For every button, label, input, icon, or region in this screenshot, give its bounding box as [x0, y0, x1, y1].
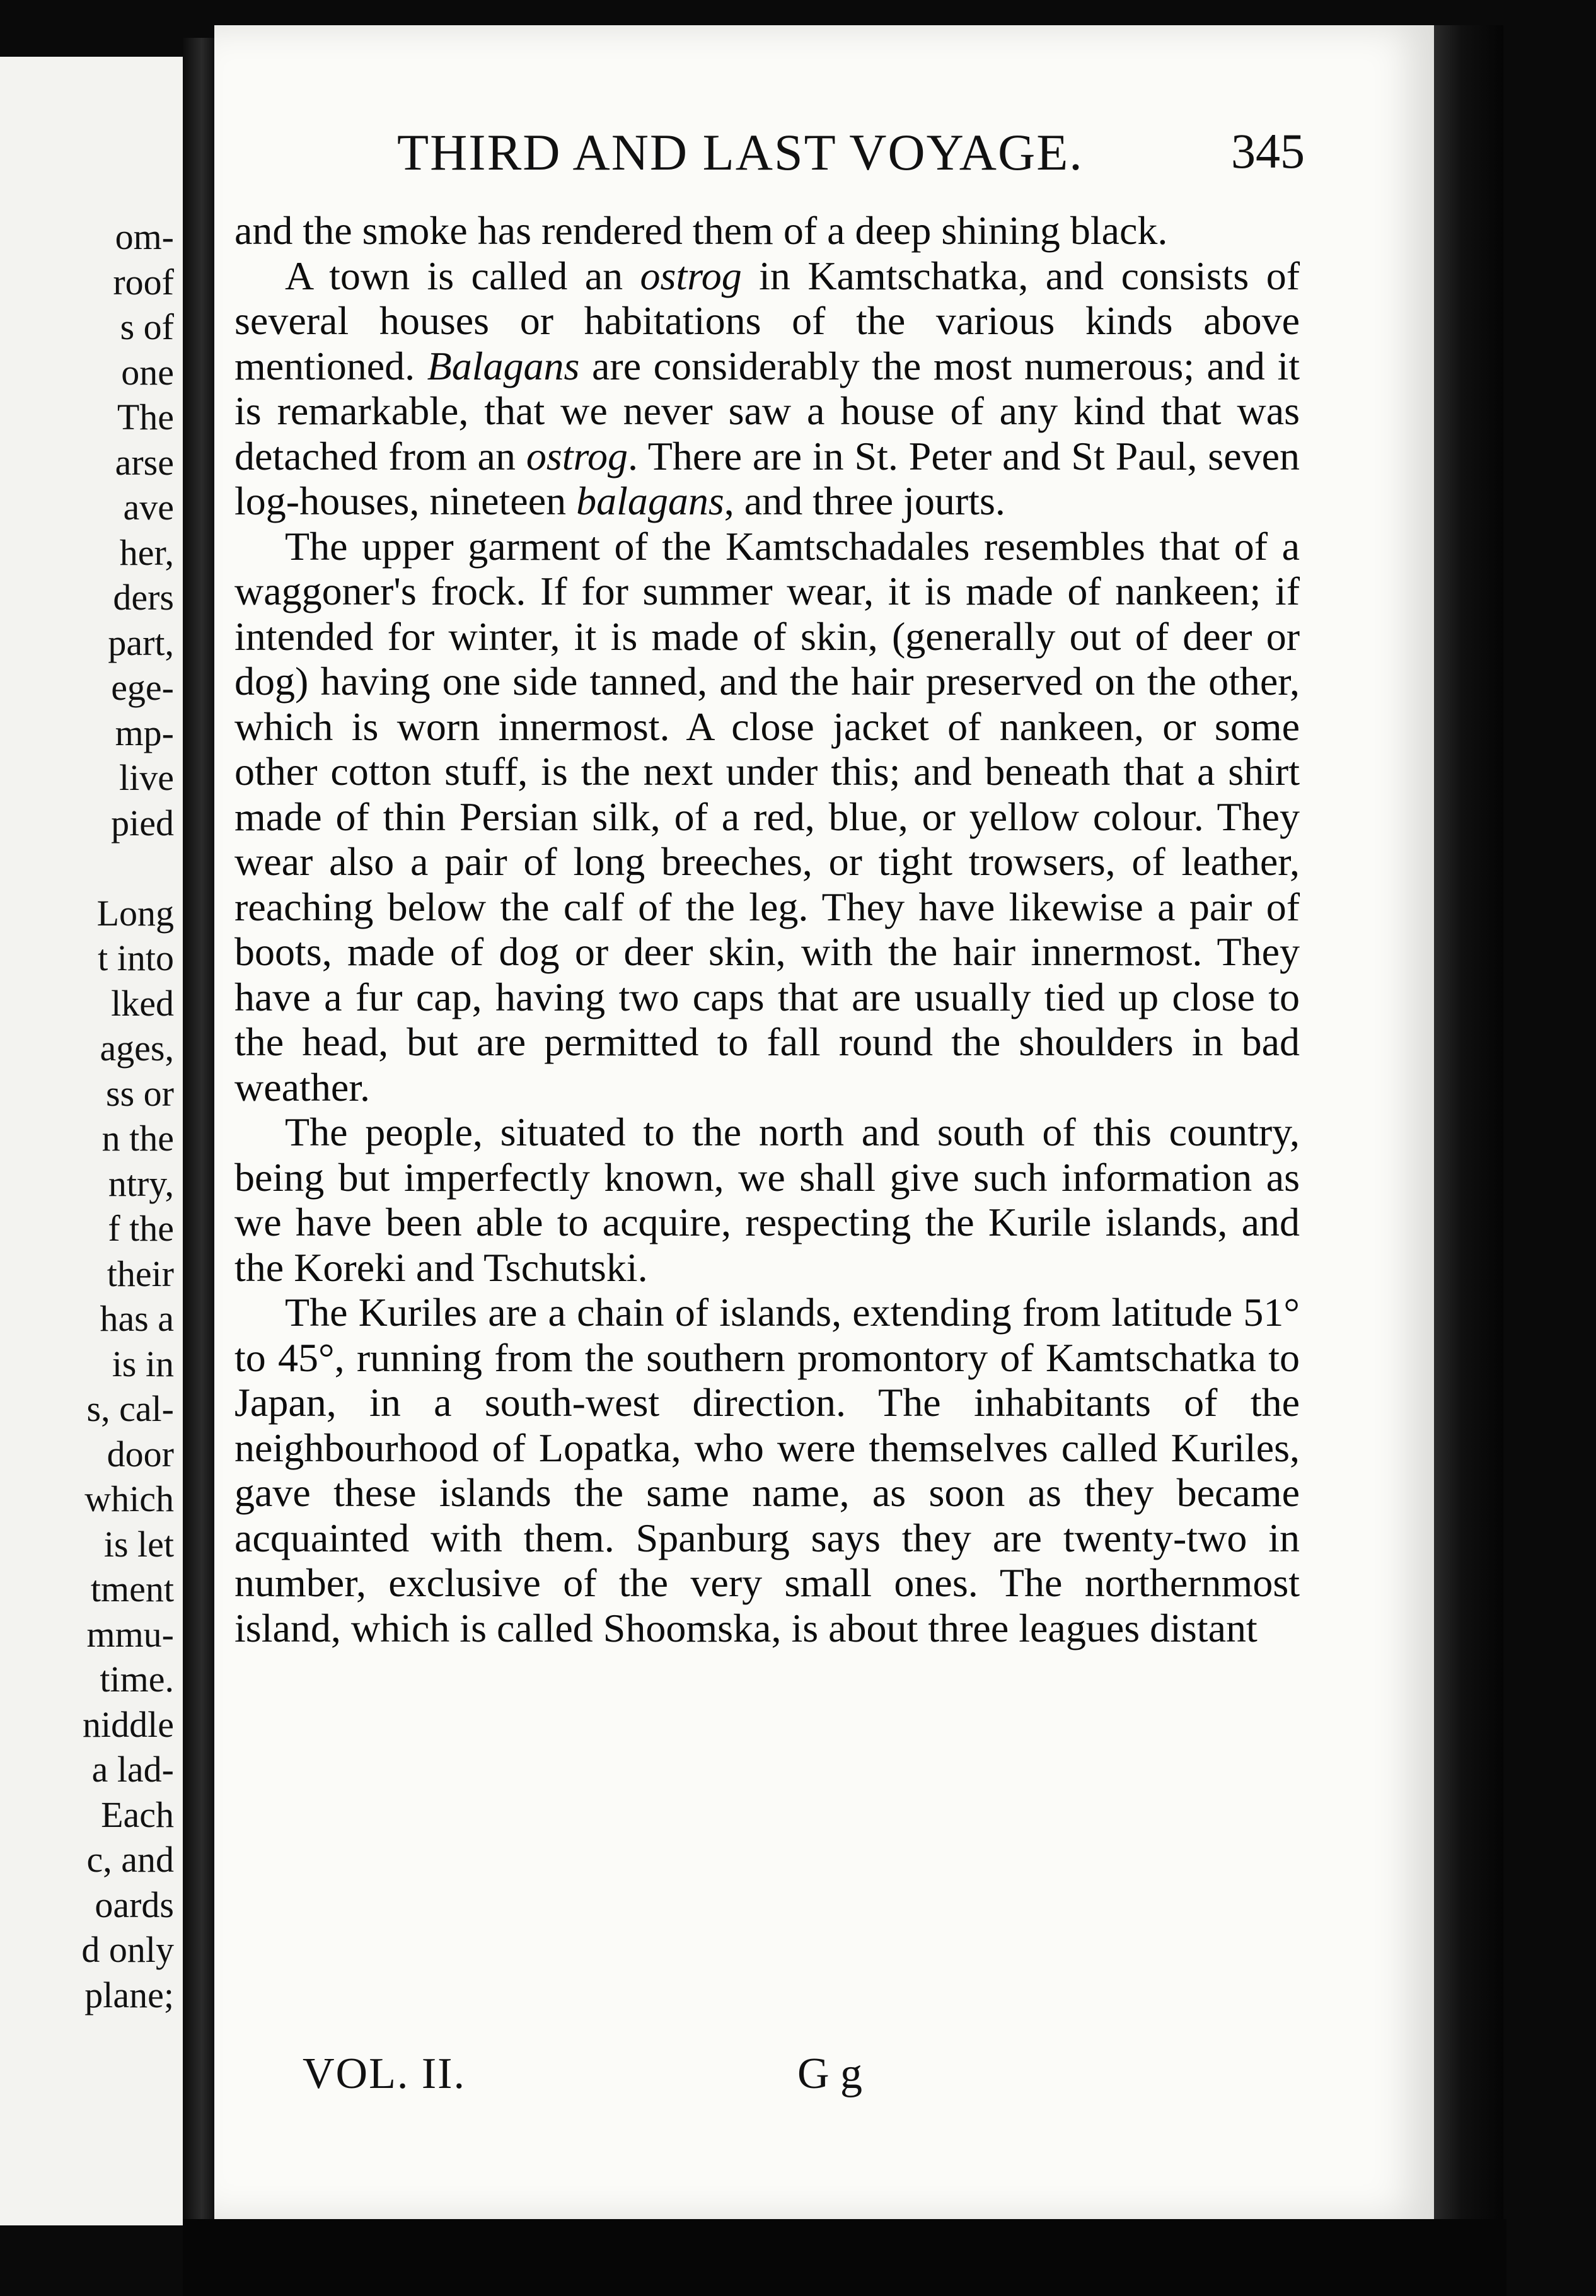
left-page-fragment: roof: [113, 261, 174, 303]
paragraph: [234, 1290, 1300, 1650]
left-page-fragment: ave: [123, 487, 174, 528]
left-page-fragment: has a: [100, 1298, 174, 1339]
left-page-fragment: time.: [100, 1659, 174, 1700]
left-page-fragment: Long: [96, 892, 174, 934]
text-run: . There are in St. Peter and St Paul, seven log-houses, nineteen: [234, 433, 1300, 523]
left-page-fragment: niddle: [83, 1703, 174, 1745]
left-page-fragment: c, and: [86, 1839, 174, 1880]
left-page-fragment: mp-: [115, 712, 174, 753]
left-page-fragment: their: [107, 1253, 174, 1294]
italic-term: Balagans: [427, 343, 580, 388]
left-page-fragment: is in: [112, 1343, 174, 1384]
paragraph: [234, 253, 1300, 524]
left-page-fragment: plane;: [84, 1974, 174, 2015]
text-run: , and three jourts.: [724, 478, 1005, 523]
left-page-fragment: f the: [108, 1208, 174, 1249]
left-page-fragment: which: [84, 1478, 174, 1519]
left-page-fragment: n the: [101, 1118, 174, 1159]
text-run: The upper garment of the Kamtschadales resembles that of a waggoner's frock. If for summer wear, it is made of nankeen; if intended for winter, it is made of skin, (generally out of deer or dog) having one side tanned, and the hair preserved on the other, which is worn innermost. A close jacket of nankeen, or some other cotton stuff, is the next under this; and beneath that a shirt made of thin Persian silk, of a red, blue, or yellow colour. They wear also a pair of long breeches, or tight trowsers, of leather, reaching below the calf of the leg. They have likewise a pair of boots, made of dog or deer skin, with the hair innermost. They have a fur cap, having two caps that are usually tied up close to the head, but are permitted to fall round the shoulders in bad weather.: [234, 523, 1300, 1110]
left-page-fragment: ss or: [106, 1072, 174, 1114]
text-run: and the smoke has rendered them of a deep shining black.: [234, 208, 1168, 253]
text-run: The Kuriles are a chain of islands, extending from latitude 51° to 45°, running from the southern promontory of Kamtschatka to Japan, in a south-west direction. The inhabitants of the neighbourhood of Lopatka, who were themselves called Kuriles, gave these islands the same name, as soon as they became acquainted with them. Spanburg says they are twenty-two in number, exclusive of the very small ones. The northernmost island, which is called Shoomska, is about three leagues distant: [234, 1290, 1300, 1650]
left-page-fragment: part,: [108, 622, 174, 663]
page-edge-shadow: [1434, 25, 1503, 2225]
italic-term: ostrog: [526, 433, 628, 478]
left-page-fragment: ages,: [100, 1028, 174, 1069]
left-page-fragment: live: [119, 757, 174, 798]
text-run: The people, situated to the north and south of this country, being but imperfectly known, we shall give such information as we have been able to acquire, respecting the Kurile islands, and the Koreki and Tschutski.: [234, 1110, 1300, 1290]
left-page-fragment: d only: [81, 1929, 174, 1970]
running-title: THIRD AND LAST VOYAGE.: [397, 124, 1084, 181]
page-footer: [303, 2049, 1248, 2106]
bottom-shadow: [183, 2219, 1506, 2296]
left-page-fragment: om-: [115, 216, 174, 257]
paragraph: [234, 1110, 1300, 1290]
left-page-fragment: oards: [95, 1884, 174, 1925]
left-page-fragment: ntry,: [108, 1162, 174, 1204]
left-page-fragment: pied: [111, 802, 174, 844]
left-page-fragment: door: [107, 1433, 174, 1475]
left-page-fragment: her,: [119, 531, 174, 573]
left-page-fragment: s, cal-: [86, 1388, 174, 1429]
left-page-fragment: tment: [90, 1568, 174, 1609]
previous-page-edge: [0, 57, 187, 2225]
left-page-fragment: arse: [115, 441, 174, 483]
text-run: A town is called an: [285, 253, 640, 298]
paragraph: [234, 208, 1300, 253]
volume-label: VOL. II.: [303, 2050, 466, 2098]
left-page-fragment: lked: [111, 982, 174, 1024]
body-text: [234, 208, 1300, 1650]
paragraph: [234, 524, 1300, 1110]
left-page-fragment: Each: [101, 1794, 174, 1835]
left-page-fragment: ege-: [111, 667, 174, 708]
text-run: are considerably the most numerous; and it is remarkable, that we never saw a house of any kind that was detached from an: [234, 343, 1300, 478]
text-run: in Kamtschatka, and consists of several houses or habitations of the various kinds above mentioned.: [234, 253, 1300, 388]
left-page-fragment: one: [121, 351, 174, 393]
book-gutter: [183, 38, 214, 2257]
italic-term: balagans: [576, 478, 724, 523]
left-page-fragment: t into: [98, 937, 174, 978]
left-page-fragment: ders: [113, 577, 174, 618]
left-page-fragment: The: [117, 397, 174, 438]
page-number: 345: [1231, 124, 1305, 178]
left-page-fragment: is let: [103, 1523, 174, 1565]
left-page-fragment: a lad-: [91, 1749, 174, 1790]
italic-term: ostrog: [640, 253, 742, 298]
page-header: [183, 123, 1305, 192]
signature-mark: G g: [797, 2050, 863, 2098]
left-page-fragment: s of: [120, 306, 174, 347]
left-page-fragment: mmu-: [86, 1613, 174, 1655]
